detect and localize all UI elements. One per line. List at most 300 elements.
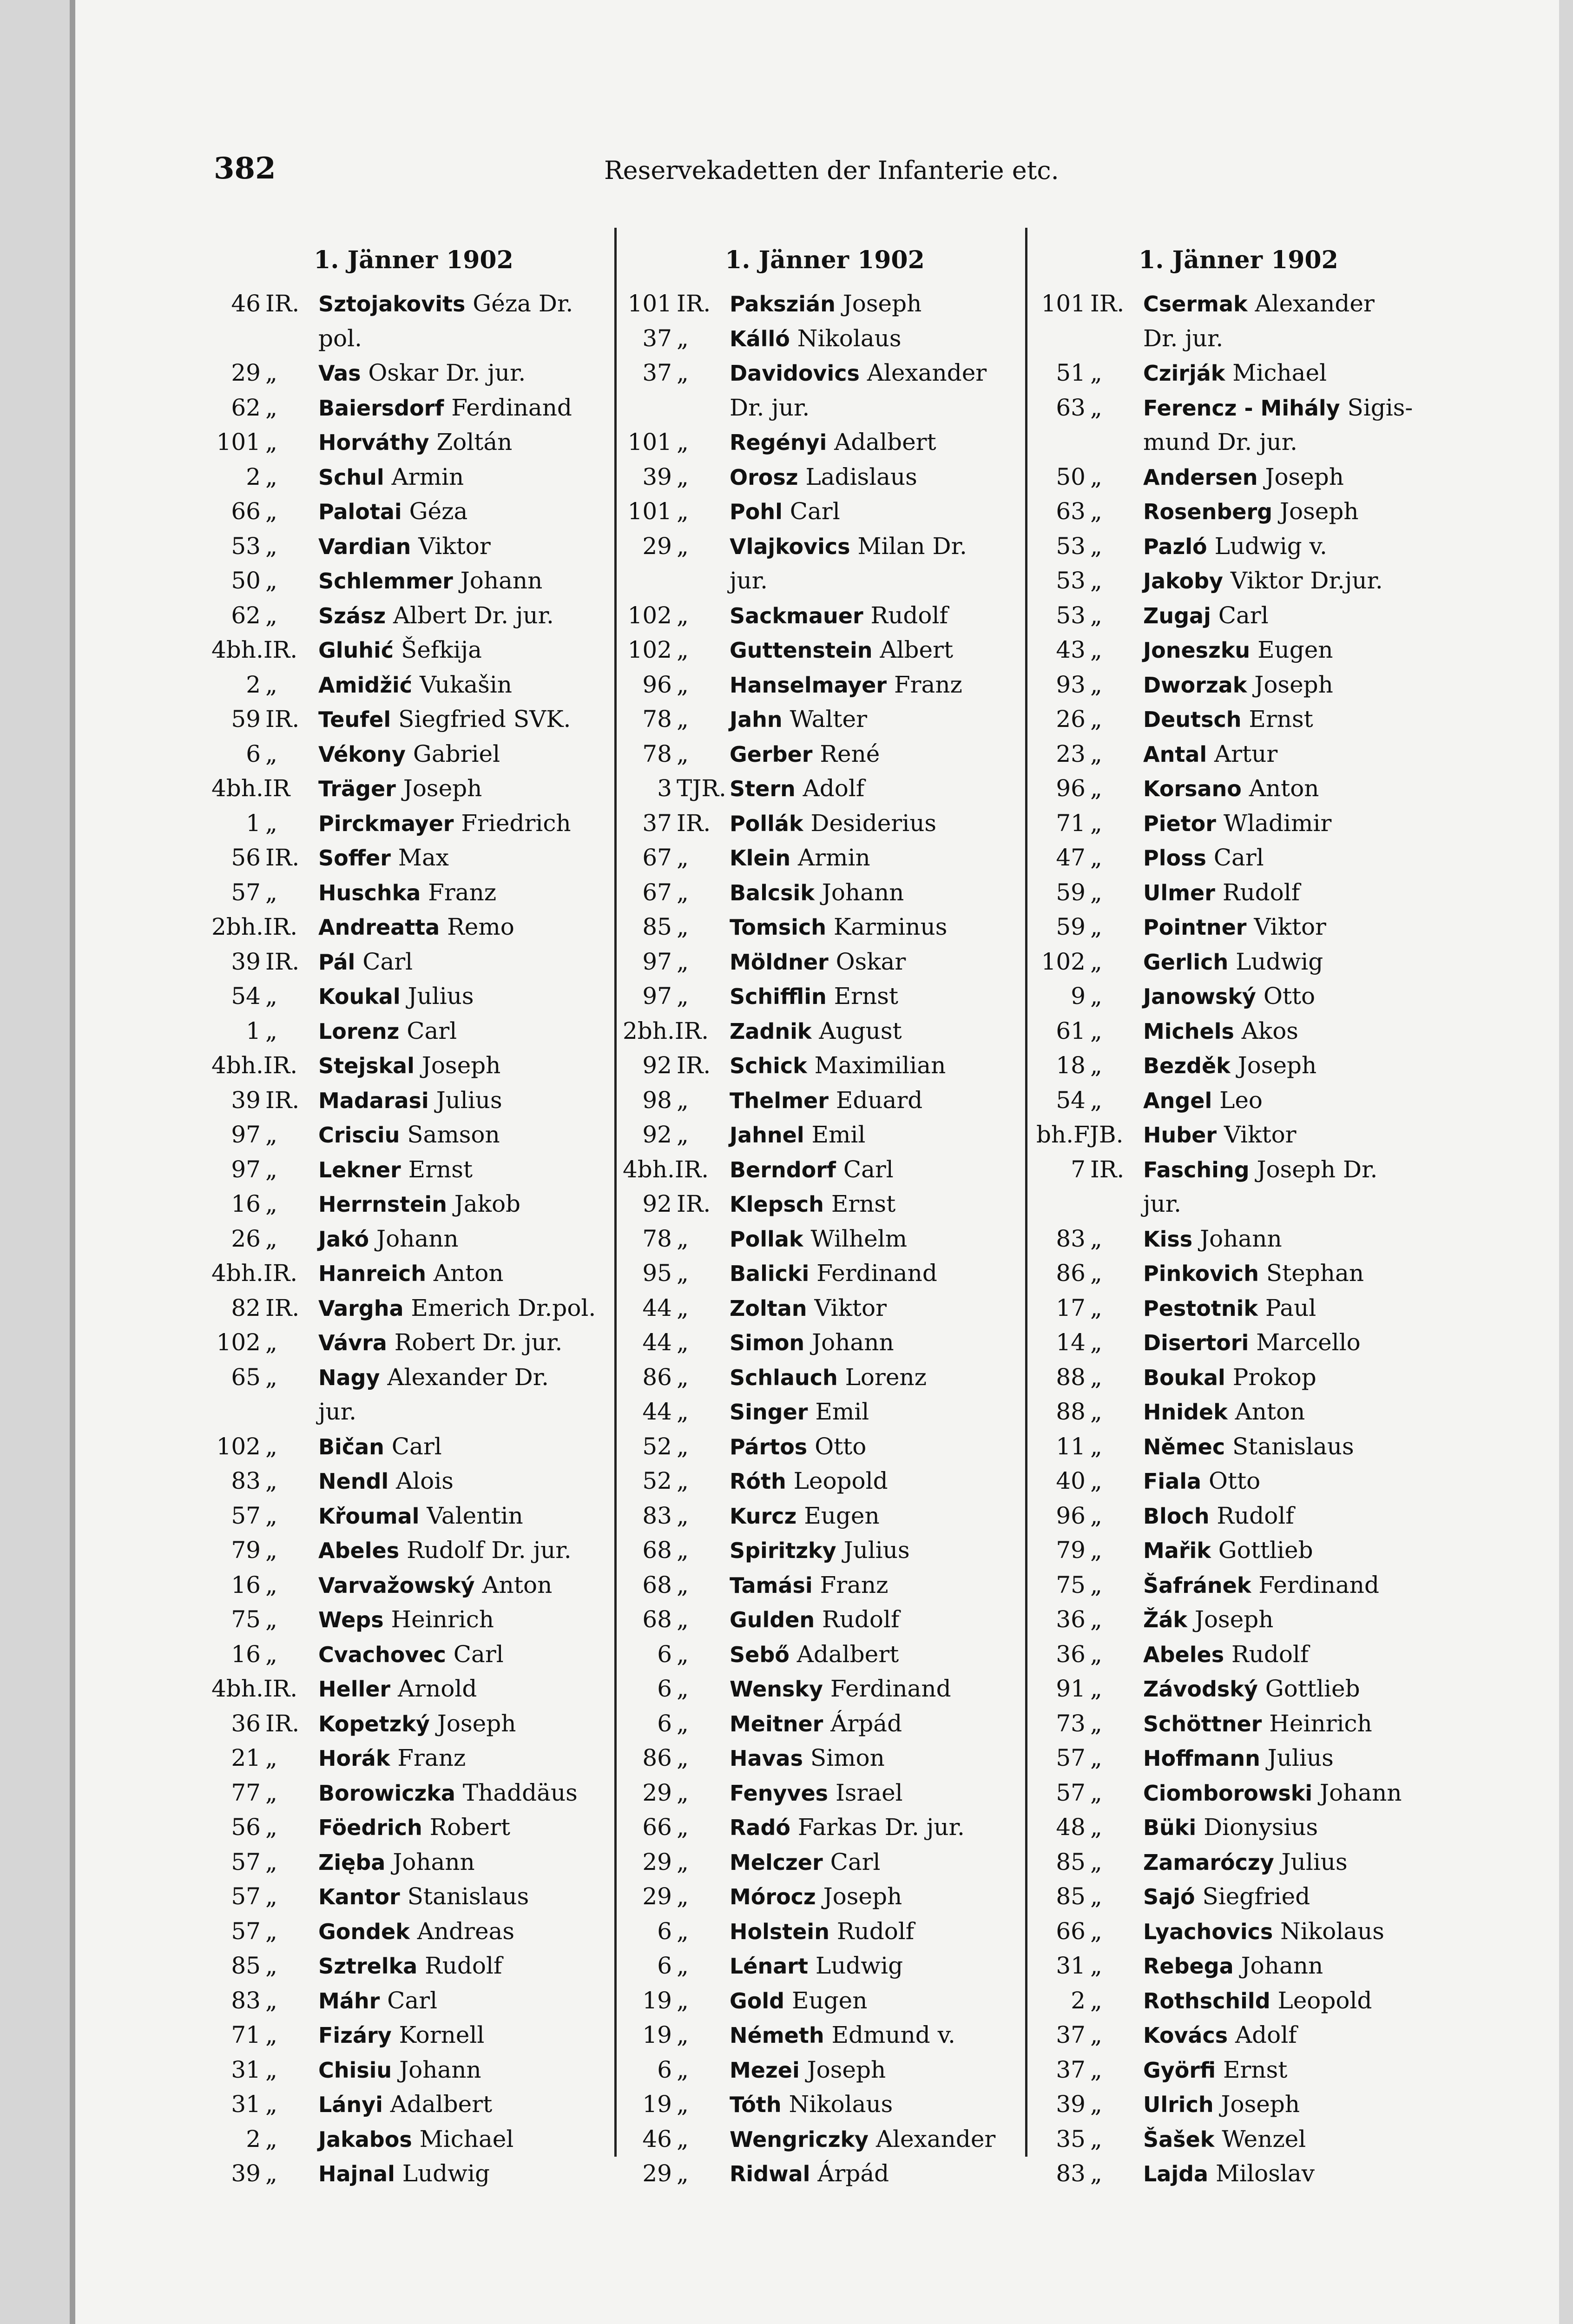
- given-name: Otto: [807, 1433, 867, 1460]
- given-name: Johann: [453, 567, 543, 594]
- regiment-cell: [211, 1187, 314, 1222]
- surname: Gondek: [318, 1919, 410, 1944]
- name-cell: [314, 876, 616, 911]
- name-cell: [725, 806, 1027, 841]
- given-name: Vukašin: [412, 671, 513, 698]
- name-cell: [725, 1326, 1027, 1360]
- list-entry: [211, 1741, 616, 1776]
- regiment-cell: [211, 2087, 314, 2122]
- regiment-cell: [211, 1464, 314, 1499]
- regiment-number: 68: [642, 1571, 672, 1598]
- list-entry: [623, 1568, 1027, 1603]
- given-name: Armin: [384, 463, 464, 490]
- surname: Sztrelka: [318, 1954, 418, 1979]
- regiment-cell: [211, 2053, 314, 2088]
- given-name: Sigis-: [1340, 394, 1413, 421]
- regiment-number: 39: [1056, 2091, 1086, 2118]
- given-name: Anton: [1227, 1398, 1305, 1425]
- list-entry: [211, 1326, 616, 1360]
- regiment-cell: [211, 529, 314, 564]
- list-entry: [211, 772, 616, 806]
- unit-abbreviation: „: [677, 983, 689, 1010]
- regiment-cell: [623, 1291, 725, 1326]
- regiment-number: 37: [1056, 2056, 1086, 2083]
- surname: Šafránek: [1143, 1572, 1251, 1598]
- regiment-number: 43: [1056, 636, 1086, 663]
- unit-abbreviation: „: [265, 1848, 277, 1875]
- regiment-number: 82: [231, 1294, 261, 1321]
- regiment-cell: [623, 1776, 725, 1811]
- name-cell: [1139, 1153, 1441, 1188]
- name-cell: [314, 425, 616, 460]
- list-entry: [211, 287, 616, 322]
- list-entry: [623, 2087, 1027, 2122]
- list-entry: [211, 1222, 616, 1257]
- given-name: Franz: [887, 671, 962, 698]
- list-entry: [1036, 1984, 1441, 2019]
- regiment-number: 59: [1056, 913, 1086, 940]
- regiment-number: 39: [231, 2160, 261, 2187]
- regiment-cell: [623, 910, 725, 945]
- name-cell: [1139, 1464, 1441, 1499]
- list-entry: [211, 1915, 616, 1949]
- regiment-cell: [1036, 1083, 1139, 1118]
- name-cell: [725, 391, 1027, 426]
- regiment-cell: [211, 1049, 314, 1083]
- given-name: Albert: [872, 636, 954, 663]
- given-name: Heinrich: [383, 1606, 494, 1633]
- given-name: Eugen: [784, 1987, 868, 2014]
- regiment-number: 53: [1056, 601, 1086, 629]
- regiment-cell: [211, 2018, 314, 2053]
- regiment-number: 101: [627, 429, 672, 456]
- regiment-number: 14: [1056, 1329, 1086, 1356]
- list-entry: [211, 1291, 616, 1326]
- surname: Berndorf: [730, 1157, 836, 1182]
- regiment-cell: [1036, 876, 1139, 911]
- given-name: Karminus: [826, 913, 948, 940]
- name-cell: [314, 1291, 616, 1326]
- name-cell: [1139, 1118, 1441, 1153]
- surname: Pointner: [1143, 915, 1247, 940]
- regiment-number: 39: [642, 463, 672, 490]
- given-name: Heinrich: [1262, 1710, 1372, 1737]
- list-entry: [1036, 1845, 1441, 1880]
- unit-abbreviation: „: [1090, 878, 1102, 906]
- regiment-cell: [1036, 1533, 1139, 1568]
- name-cell: [725, 841, 1027, 876]
- unit-abbreviation: „: [1090, 532, 1102, 560]
- regiment-number: 92: [642, 1190, 672, 1217]
- surname: Huber: [1143, 1122, 1217, 1148]
- regiment-number: 6: [246, 740, 261, 767]
- given-name: Akos: [1234, 1017, 1298, 1044]
- regiment-cell: [623, 1707, 725, 1742]
- surname: Vardian: [318, 534, 411, 559]
- list-entry: [211, 2053, 616, 2088]
- given-name: Adalbert: [789, 1640, 899, 1668]
- name-cell: [1139, 737, 1441, 772]
- list-entry: [1036, 356, 1441, 391]
- given-name: Leopold: [1270, 1987, 1372, 2014]
- given-name: Johann: [392, 2056, 481, 2083]
- surname: Stern: [730, 776, 796, 801]
- list-entry: [211, 495, 616, 529]
- regiment-number: 36: [1056, 1606, 1086, 1633]
- given-name: Julius: [1260, 1744, 1334, 1771]
- regiment-cell: [1036, 599, 1139, 634]
- surname: Pál: [318, 949, 355, 975]
- unit-abbreviation: „: [677, 1294, 689, 1321]
- regiment-cell: [211, 1222, 314, 1257]
- name-cell: [314, 460, 616, 495]
- regiment-cell: [623, 876, 725, 911]
- given-name: Ferdinand: [823, 1675, 951, 1702]
- regiment-cell: [211, 2122, 314, 2157]
- regiment-number: 40: [1056, 1467, 1086, 1494]
- name-cell: [1139, 1222, 1441, 1257]
- name-cell: [1139, 1360, 1441, 1395]
- name-cell: [725, 1533, 1027, 1568]
- given-name: Ferdinand: [444, 394, 572, 421]
- unit-abbreviation: „: [677, 324, 689, 352]
- list-entry: [211, 1360, 616, 1395]
- list-entry: [1036, 668, 1441, 703]
- unit-abbreviation: „: [677, 2021, 689, 2048]
- unit-abbreviation: „: [1090, 1744, 1102, 1771]
- regiment-number: 31: [1056, 1952, 1086, 1979]
- regiment-cell: [1036, 668, 1139, 703]
- given-name: Ferdinand: [809, 1260, 937, 1287]
- unit-abbreviation: „: [677, 1917, 689, 1945]
- given-name: Adalbert: [827, 429, 936, 456]
- regiment-cell: [211, 1672, 314, 1707]
- name-cell: [314, 2087, 616, 2122]
- surname: Gerber: [730, 741, 813, 767]
- unit-abbreviation: „: [1090, 983, 1102, 1010]
- regiment-number: 93: [1056, 671, 1086, 698]
- name-cell: [725, 1915, 1027, 1949]
- regiment-cell: [623, 1083, 725, 1118]
- surname: Sztojakovits: [318, 291, 466, 317]
- unit-abbreviation: IR.: [265, 1294, 300, 1321]
- given-name: Rudolf: [1209, 1502, 1294, 1529]
- regiment-number: 53: [1056, 532, 1086, 560]
- list-entry: [623, 495, 1027, 529]
- surname: Tamási: [730, 1572, 813, 1598]
- unit-abbreviation: „: [1090, 1329, 1102, 1356]
- unit-abbreviation: IR.: [1090, 1155, 1125, 1183]
- list-entry: [211, 876, 616, 911]
- unit-abbreviation: „: [677, 740, 689, 767]
- name-cell: [725, 1430, 1027, 1465]
- regiment-number: 26: [1056, 706, 1086, 733]
- name-cell: [725, 287, 1027, 322]
- name-cell: [1139, 910, 1441, 945]
- regiment-number: 63: [1056, 498, 1086, 525]
- surname: Schick: [730, 1053, 807, 1078]
- name-cell: [1139, 1984, 1441, 2019]
- regiment-cell: [623, 2087, 725, 2122]
- regiment-cell: [211, 1707, 314, 1742]
- regiment-cell: [623, 2053, 725, 2088]
- surname: Dworzak: [1143, 672, 1247, 698]
- regiment-number: 2: [246, 463, 261, 490]
- regiment-number: 35: [1056, 2125, 1086, 2152]
- name-cell: [314, 1222, 616, 1257]
- surname: Žák: [1143, 1607, 1187, 1632]
- surname: Schöttner: [1143, 1711, 1262, 1736]
- given-name: Joseph: [1257, 463, 1344, 490]
- unit-abbreviation: „: [1090, 1883, 1102, 1910]
- name-cell: [725, 1014, 1027, 1049]
- surname: Andersen: [1143, 464, 1258, 490]
- regiment-cell: [623, 633, 725, 668]
- regiment-number: 63: [1056, 394, 1086, 421]
- name-cell: [314, 1810, 616, 1845]
- regiment-number: 95: [642, 1260, 672, 1287]
- list-entry: [623, 1464, 1027, 1499]
- given-name: Friedrich: [454, 809, 571, 837]
- unit-abbreviation: „: [265, 740, 277, 767]
- surname: Mezei: [730, 2057, 800, 2083]
- name-cell: [1139, 945, 1441, 980]
- surname: Vargha: [318, 1295, 404, 1321]
- unit-abbreviation: IR.: [265, 844, 300, 871]
- list-entry: [623, 702, 1027, 737]
- name-cell: [314, 1776, 616, 1811]
- name-cell: [1139, 322, 1441, 357]
- regiment-number: 29: [231, 359, 261, 386]
- surname: Ciomborowski: [1143, 1780, 1313, 1806]
- regiment-number: 29: [642, 532, 672, 560]
- name-cell: [314, 1845, 616, 1880]
- unit-abbreviation: „: [265, 2091, 277, 2118]
- name-cell: [314, 1984, 616, 2019]
- regiment-number: 85: [1056, 1848, 1086, 1875]
- list-entry: [211, 1603, 616, 1637]
- name-cell: [1139, 1949, 1441, 1984]
- regiment-cell: [1036, 1776, 1139, 1811]
- unit-abbreviation: „: [677, 706, 689, 733]
- regiment-cell: [623, 2018, 725, 2053]
- list-entry: [623, 910, 1027, 945]
- regiment-cell: [211, 1499, 314, 1534]
- unit-abbreviation: IR.: [265, 1710, 300, 1737]
- unit-abbreviation: „: [677, 1744, 689, 1771]
- given-name: Oskar: [828, 948, 906, 975]
- regiment-number: 102: [627, 636, 672, 663]
- unit-abbreviation: TJR.: [677, 775, 726, 802]
- regiment-cell: [1036, 2018, 1139, 2053]
- name-cell: [1139, 529, 1441, 564]
- unit-abbreviation: „: [265, 1779, 277, 1806]
- regiment-number: 97: [231, 1121, 261, 1148]
- name-cell: [314, 1880, 616, 1915]
- list-entry: [623, 876, 1027, 911]
- given-name: Simon: [803, 1744, 885, 1771]
- surname: Ridwal: [730, 2161, 810, 2186]
- unit-abbreviation: „: [677, 601, 689, 629]
- name-cell: [314, 1464, 616, 1499]
- given-name: Eugen: [796, 1502, 880, 1529]
- unit-abbreviation: „: [1090, 844, 1102, 871]
- surname: Schlemmer: [318, 568, 453, 594]
- surname: Jahn: [730, 707, 783, 732]
- regiment-cell: [211, 1395, 314, 1430]
- surname: Crisciu: [318, 1122, 400, 1148]
- regiment-number: 53: [1056, 567, 1086, 594]
- list-entry: [211, 979, 616, 1014]
- given-name: Gottlieb: [1257, 1675, 1360, 1702]
- regiment-cell: [211, 772, 314, 806]
- name-cell: [314, 1187, 616, 1222]
- regiment-number: 92: [642, 1121, 672, 1148]
- list-entry: [211, 1118, 616, 1153]
- given-name: Johann: [814, 878, 904, 906]
- given-name: Rudolf: [829, 1917, 915, 1945]
- regiment-cell: [1036, 1222, 1139, 1257]
- regiment-cell: [1036, 1915, 1139, 1949]
- surname: Fizáry: [318, 2023, 392, 2048]
- list-entry: [211, 1984, 616, 2019]
- given-name: Géza: [401, 498, 468, 525]
- list-entry: [623, 1360, 1027, 1395]
- name-cell: [725, 1222, 1027, 1257]
- regiment-number: 44: [642, 1329, 672, 1356]
- list-entry: [623, 1776, 1027, 1811]
- unit-abbreviation: „: [1090, 394, 1102, 421]
- unit-abbreviation: „: [677, 1987, 689, 2014]
- name-cell: [725, 1049, 1027, 1083]
- given-name: Samson: [400, 1121, 500, 1148]
- given-name: Artur: [1207, 740, 1278, 767]
- name-cell: [1139, 1568, 1441, 1603]
- list-entry: [211, 702, 616, 737]
- list-entry: [211, 945, 616, 980]
- surname: Ferencz - Mihály: [1143, 395, 1340, 421]
- name-cell: [314, 1326, 616, 1360]
- regiment-cell: [623, 1568, 725, 1603]
- list-entry: [623, 2157, 1027, 2192]
- surname: Gulden: [730, 1607, 815, 1632]
- name-cell: [725, 356, 1027, 391]
- regiment-cell: [1036, 979, 1139, 1014]
- given-name: Árpád: [823, 1710, 902, 1737]
- list-entry: [1036, 1153, 1441, 1188]
- surname: Csermak: [1143, 291, 1248, 317]
- name-cell: [1139, 1707, 1441, 1742]
- regiment-cell: [211, 1810, 314, 1845]
- regiment-cell: [1036, 2053, 1139, 2088]
- list-entry: [623, 1672, 1027, 1707]
- unit-abbreviation: „: [677, 1433, 689, 1460]
- regiment-cell: [623, 460, 725, 495]
- list-entry: [623, 1499, 1027, 1534]
- regiment-number: 83: [231, 1987, 261, 2014]
- list-entry: [1036, 979, 1441, 1014]
- regiment-number: 47: [1056, 844, 1086, 871]
- surname: Madarasi: [318, 1088, 429, 1113]
- regiment-cell: [623, 1464, 725, 1499]
- regiment-cell: [211, 841, 314, 876]
- regiment-number: 6: [657, 2056, 672, 2083]
- name-cell: [1139, 1395, 1441, 1430]
- list-entry: [1036, 1118, 1441, 1153]
- surname: Möldner: [730, 949, 829, 975]
- regiment-number: 19: [642, 2091, 672, 2118]
- name-cell: [1139, 633, 1441, 668]
- unit-abbreviation: „: [265, 878, 277, 906]
- regiment-cell: [1036, 287, 1139, 322]
- regiment-cell: [211, 599, 314, 634]
- given-name: Joseph: [1247, 671, 1333, 698]
- given-name: Julius: [428, 1086, 502, 1114]
- surname: Havas: [730, 1746, 803, 1771]
- list-entry: [623, 1603, 1027, 1637]
- regiment-cell: [1036, 806, 1139, 841]
- regiment-cell: [1036, 945, 1139, 980]
- regiment-cell: [211, 1949, 314, 1984]
- surname: Gerlich: [1143, 949, 1229, 975]
- regiment-number: 2: [246, 671, 261, 698]
- regiment-cell: [1036, 1603, 1139, 1637]
- regiment-number: 57: [1056, 1779, 1086, 1806]
- regiment-number: 68: [642, 1606, 672, 1633]
- unit-abbreviation: „: [677, 429, 689, 456]
- unit-abbreviation: „: [677, 1606, 689, 1633]
- given-name: Anton: [1241, 775, 1319, 802]
- given-name: Albert Dr. jur.: [386, 601, 554, 629]
- unit-abbreviation: IR.: [265, 706, 300, 733]
- given-name: Viktor: [1246, 913, 1326, 940]
- list-entry: [1036, 1810, 1441, 1845]
- regiment-cell: [1036, 1360, 1139, 1395]
- name-cell: [314, 1499, 616, 1534]
- list-entry: [1036, 876, 1441, 911]
- regiment-number: 52: [642, 1433, 672, 1460]
- name-cell: [314, 1741, 616, 1776]
- regiment-cell: [211, 806, 314, 841]
- list-entry: [211, 1083, 616, 1118]
- name-cell: [314, 1256, 616, 1291]
- name-cell: [725, 2018, 1027, 2053]
- unit-abbreviation: „: [677, 1675, 689, 1702]
- list-entry: [1036, 1949, 1441, 1984]
- given-name: Robert Dr. jur.: [387, 1329, 563, 1356]
- regiment-number: 7: [1071, 1155, 1086, 1183]
- regiment-number: 44: [642, 1398, 672, 1425]
- regiment-number: 36: [1056, 1640, 1086, 1668]
- regiment-number: 102: [627, 601, 672, 629]
- name-cell: [725, 1810, 1027, 1845]
- unit-abbreviation: „: [1090, 1225, 1102, 1252]
- name-cell: [314, 2157, 616, 2192]
- given-name: René: [812, 740, 880, 767]
- name-cell: [1139, 460, 1441, 495]
- name-cell: [725, 425, 1027, 460]
- list-entry: [1036, 2087, 1441, 2122]
- name-cell: [314, 1049, 616, 1083]
- unit-abbreviation: „: [265, 1640, 277, 1668]
- regiment-cell: [211, 460, 314, 495]
- name-cell: [1139, 1049, 1441, 1083]
- column-heading: 1. Jänner 1902: [725, 246, 925, 274]
- list-entry: [211, 1637, 616, 1672]
- regiment-cell: [211, 1533, 314, 1568]
- name-cell: [1139, 564, 1441, 599]
- list-entry: [623, 2018, 1027, 2053]
